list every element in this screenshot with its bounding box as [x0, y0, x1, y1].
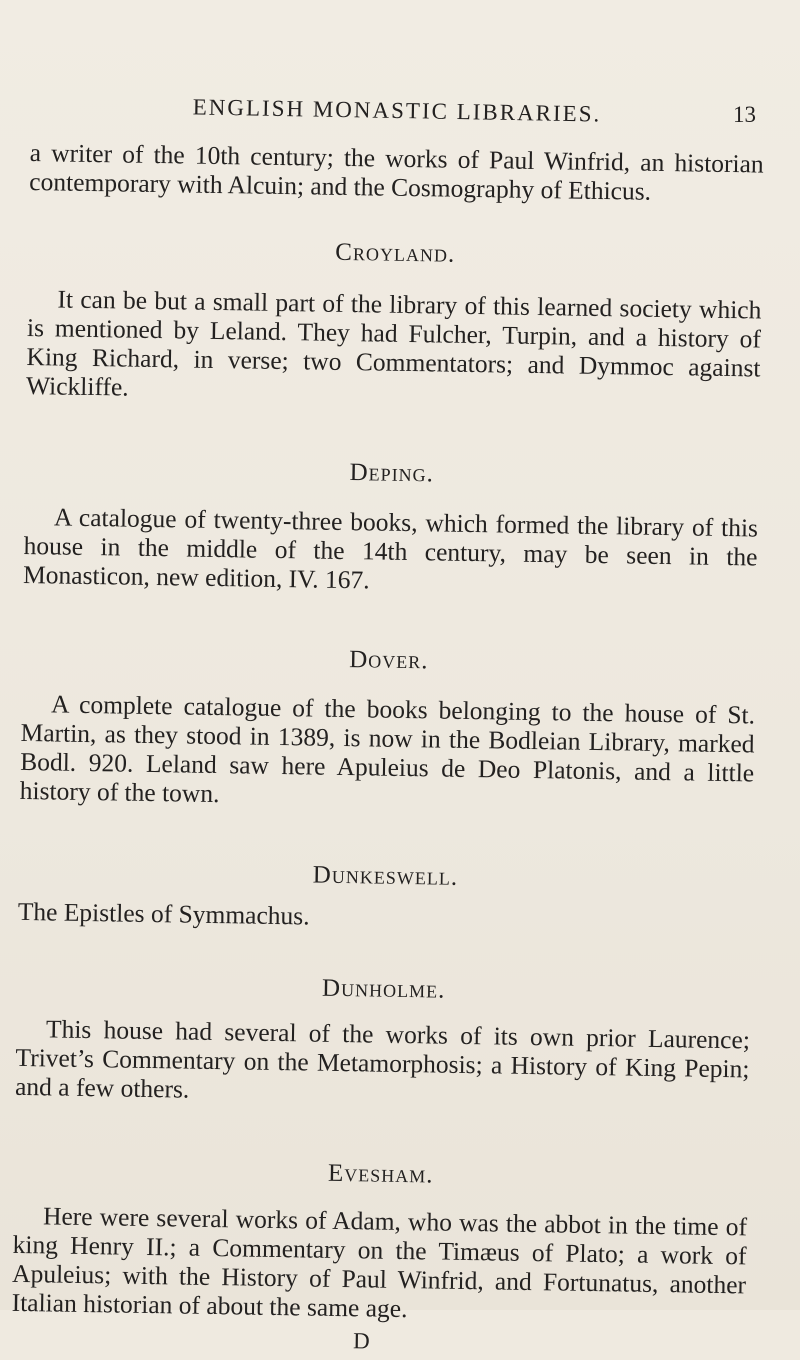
section-paragraph-dunholme: This house had several of the works of its own prior Laurence; Trivet’s Commentary on the Metamorphosis; a History of King Pepin; and a few others.: [14, 1014, 751, 1104]
section-paragraph-croyland: It can be but a small part of the library of this learned society which is mentioned by Leland. They had Fulcher, Turpin, and a history of King Richard, in verse; two Commentators; and Dymmoc against Wickliffe.: [25, 284, 762, 402]
intro-paragraph: a writer of the 10th century; the works of Paul Winfrid, an historian contemporary with Alcuin; and the Cosmography of Ethicus.: [29, 138, 764, 206]
section-deping: [23, 454, 759, 601]
section-evesham: [11, 1155, 747, 1329]
section-dover: [20, 641, 756, 817]
section-heading-deping: Deping.: [349, 459, 435, 488]
running-head: [30, 94, 764, 138]
page-number: 13: [733, 102, 756, 127]
section-heading-dunkeswell: Dunkeswell.: [312, 861, 459, 891]
section-paragraph-evesham: Here were several works of Adam, who was the abbot in the time of king Henry II.; a Commentary on the Timæus of Plato; a work of Apuleius; with the History of Paul Winfrid, and Fortunatus, another Italian historian of about the same age.: [11, 1201, 748, 1324]
running-title: ENGLISH MONASTIC LIBRARIES.: [192, 94, 602, 127]
body-text: [11, 138, 764, 1360]
section-paragraph-deping: A catalogue of twenty-three books, which formed the library of this house in the middle of the 14th century, may be seen in the Monasticon, new edition, IV. 167.: [22, 502, 759, 595]
section-heading-croyland: Croyland.: [335, 238, 456, 268]
section-heading-dunholme: Dunholme.: [321, 974, 446, 1004]
section-heading-dover: Dover.: [348, 646, 429, 675]
section-paragraph-dover: A complete catalogue of the books belonging to the house of St. Martin, as they stood in 1389, is now in the Bodleian Library, marked Bodl. 920. Leland saw here Apuleius de Deo Platonis, and a little history of the town.: [19, 689, 756, 809]
section-paragraph-dunkeswell: The Epistles of Symmachus.: [17, 896, 310, 931]
section-croyland: [26, 234, 763, 412]
signature-mark: D: [352, 1328, 370, 1354]
section-dunkeswell: [18, 857, 753, 938]
section-dunholme: [15, 970, 751, 1113]
section-heading-evesham: Evesham.: [327, 1159, 434, 1189]
